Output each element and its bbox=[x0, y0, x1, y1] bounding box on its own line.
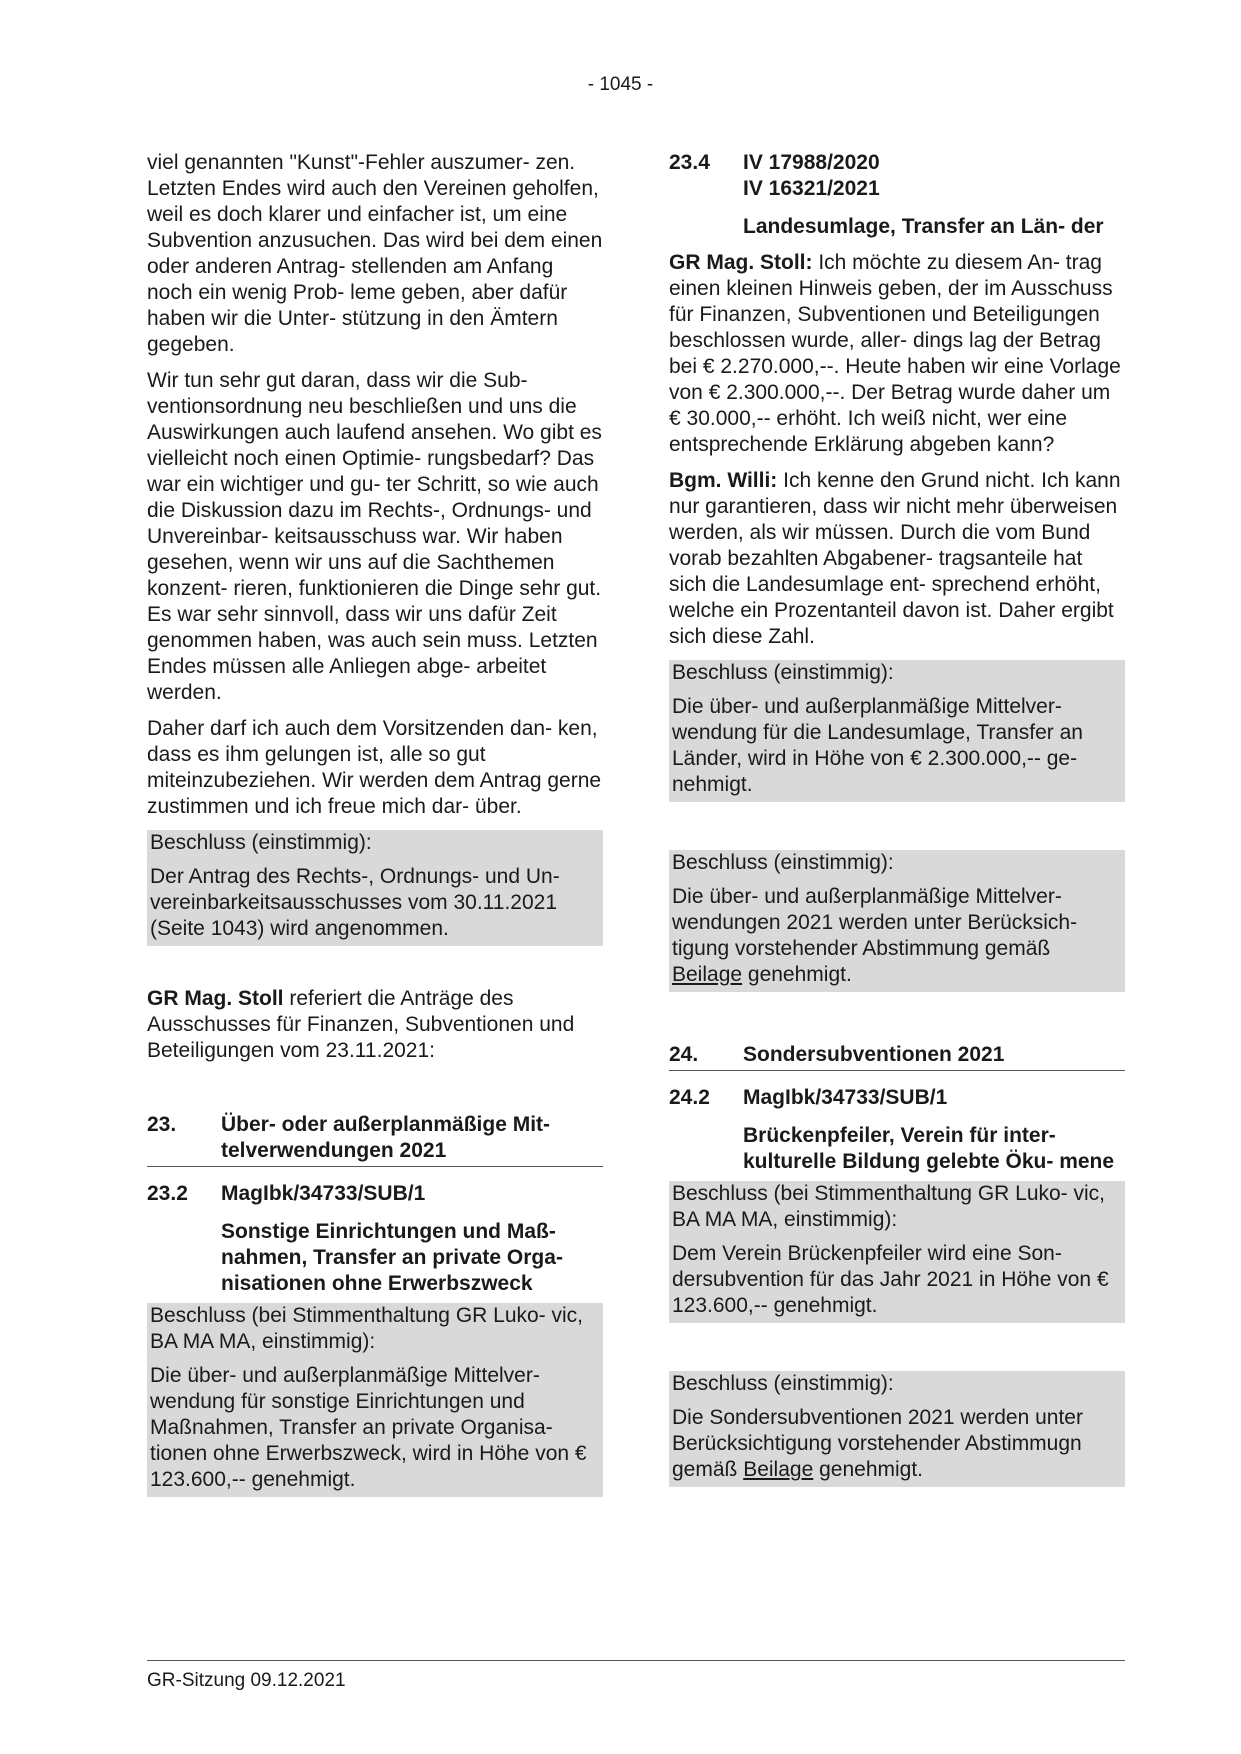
subsection-subtitle: Brückenpfeiler, Verein für inter- kulturelle Bildung gelebte Öku- mene bbox=[743, 1124, 1115, 1173]
right-column bbox=[669, 150, 1125, 1497]
subsection-title: IV 17988/2020 bbox=[743, 151, 880, 174]
resolution-box bbox=[669, 1181, 1125, 1323]
speaker-paragraph bbox=[669, 250, 1125, 458]
resolution-box bbox=[147, 1303, 603, 1497]
paragraph: Daher darf ich auch dem Vorsitzenden dan- ken, dass es ihm gelungen ist, alle so gut miteinzubeziehen. Wir werden dem Antrag gerne zustimmen und ich freue mich dar- über. bbox=[147, 717, 602, 818]
subsection-number: 23.4 bbox=[669, 151, 710, 174]
resolution-heading: Beschluss (einstimmig): bbox=[672, 851, 894, 874]
subsection-heading-24-2 bbox=[669, 1085, 1125, 1111]
subsection-subtitle: Landesumlage, Transfer an Län- der bbox=[743, 215, 1104, 238]
speaker-name: Bgm. Willi: bbox=[669, 469, 778, 492]
section-title: Sondersubventionen 2021 bbox=[743, 1043, 1005, 1066]
resolution-text: Dem Verein Brückenpfeiler wird eine Son- dersubvention für das Jahr 2021 in Höhe von € 123.600,-- genehmigt. bbox=[672, 1242, 1109, 1317]
resolution-box bbox=[669, 850, 1125, 992]
subsection-subtitle: Sonstige Einrichtungen und Maß- nahmen, Transfer an private Orga- nisationen ohne Erwerbszweck bbox=[221, 1220, 563, 1295]
paragraph: Wir tun sehr gut daran, dass wir die Sub- ventionsordnung neu beschließen und uns die Auswirkungen auch laufend ansehen. Wo gibt es vielleicht noch einen Optimie- rungsbedarf? Das war ein wichtiger und gu- ter Schritt, so wie auch die Diskussion dazu im Rechts-, Ordnungs- und Unvereinbar- keitsausschuss war. Wir haben gesehen, wenn wir uns auf die Sachthemen konzent- rieren, funktionieren die Dinge sehr gut. Es war sehr sinnvoll, dass wir uns dafür Zeit genommen haben, was auch sein muss. Letzten Endes müssen alle Anliegen abge- arbeitet werden. bbox=[147, 369, 602, 704]
resolution-heading: Beschluss (einstimmig): bbox=[672, 661, 894, 684]
section-heading-24 bbox=[669, 1042, 1125, 1071]
resolution-heading: Beschluss (einstimmig): bbox=[672, 1372, 894, 1395]
paragraph: viel genannten "Kunst"-Fehler auszumer- zen. Letzten Endes wird auch den Vereinen geholfen, weil es doch klarer und einfacher ist, um eine Subvention anzusuchen. Das wird bei dem einen oder anderen Antrag- stellenden am Anfang noch ein wenig Prob- leme geben, aber dafür haben wir die Unter- stützung in den Ämtern gegeben. bbox=[147, 151, 603, 356]
speaker-paragraph bbox=[147, 986, 603, 1064]
subsection-heading-23-4 bbox=[669, 150, 1125, 202]
speaker-text: Ich kenne den Grund nicht. Ich kann nur garantieren, dass wir nicht mehr überweisen werden, als wir müssen. Durch die vom Bund vorab bezahlten Abgabener- tragsanteile hat sich die Landesumlage ent- sprechend erhöht, welche ein Prozentanteil davon ist. Daher ergibt sich diese Zahl. bbox=[669, 469, 1121, 648]
resolution-box bbox=[147, 830, 603, 946]
speaker-text: referiert die Anträge des Ausschusses für Finanzen, Subventionen und Beteiligungen vom 23.11.2021: bbox=[147, 987, 575, 1062]
page-number: - 1045 - bbox=[587, 74, 654, 95]
section-number: 23. bbox=[147, 1113, 177, 1136]
resolution-text: Die über- und außerplanmäßige Mittelver- wendung für die Landesumlage, Transfer an Länder, wird in Höhe von € 2.300.000,-- ge- nehmigt. bbox=[672, 695, 1083, 796]
speaker-name: GR Mag. Stoll: bbox=[669, 251, 813, 274]
resolution-text: Die über- und außerplanmäßige Mittelver- wendungen 2021 werden unter Berücksich- tigung vorstehender Abstimmung gemäß Beilage genehmigt. bbox=[672, 885, 1078, 986]
subsection-number: 24.2 bbox=[669, 1086, 710, 1109]
section-number: 24. bbox=[669, 1043, 699, 1066]
resolution-text: Die über- und außerplanmäßige Mittelver- wendung für sonstige Einrichtungen und Maßnahmen, Transfer an private Organisa- tionen ohne Erwerbszweck, wird in Höhe von € 123.600,-- genehmigt. bbox=[150, 1364, 587, 1491]
subsection-number: 23.2 bbox=[147, 1182, 188, 1205]
attachment-link[interactable]: Beilage bbox=[672, 963, 743, 986]
section-title: Über- oder außerplanmäßige Mit- telverwendungen 2021 bbox=[221, 1113, 551, 1162]
footer-divider bbox=[147, 1660, 1125, 1661]
resolution-box bbox=[669, 1371, 1125, 1487]
resolution-box bbox=[669, 660, 1125, 802]
subsection-title: IV 16321/2021 bbox=[743, 177, 880, 200]
speaker-paragraph bbox=[669, 468, 1125, 650]
resolution-text: Der Antrag des Rechts-, Ordnungs- und Un- vereinbarkeitsausschusses vom 30.11.2021 (Seite 1043) wird angenommen. bbox=[150, 865, 560, 940]
section-heading-23 bbox=[147, 1112, 603, 1167]
resolution-heading: Beschluss (bei Stimmenthaltung GR Luko- vic, BA MA MA, einstimmig): bbox=[150, 1304, 584, 1353]
subsection-title: MagIbk/34733/SUB/1 bbox=[221, 1182, 426, 1205]
subsection-heading-23-2 bbox=[147, 1181, 603, 1207]
resolution-heading: Beschluss (einstimmig): bbox=[150, 831, 372, 854]
resolution-heading: Beschluss (bei Stimmenthaltung GR Luko- vic, BA MA MA, einstimmig): bbox=[672, 1182, 1106, 1231]
footer-text: GR-Sitzung 09.12.2021 bbox=[147, 1670, 346, 1691]
subsection-title: MagIbk/34733/SUB/1 bbox=[743, 1086, 948, 1109]
left-column bbox=[147, 150, 603, 1507]
resolution-text: Die Sondersubventionen 2021 werden unter Berücksichtigung vorstehender Abstimmugn gemäß Beilage genehmigt. bbox=[672, 1406, 1083, 1481]
attachment-link[interactable]: Beilage bbox=[743, 1458, 814, 1481]
speaker-text: Ich möchte zu diesem An- trag einen kleinen Hinweis geben, der im Ausschuss für Finanzen, Subventionen und Beteiligungen beschlossen wurde, aller- dings lag der Betrag bei € 2.270.000,--. Heute haben wir eine Vorlage von € 2.300.000,--. Der Betrag wurde daher um € 30.000,-- erhöht. Ich weiß nicht, wer eine entsprechende Erklärung abgeben kann? bbox=[669, 251, 1121, 456]
speaker-name: GR Mag. Stoll bbox=[147, 987, 284, 1010]
